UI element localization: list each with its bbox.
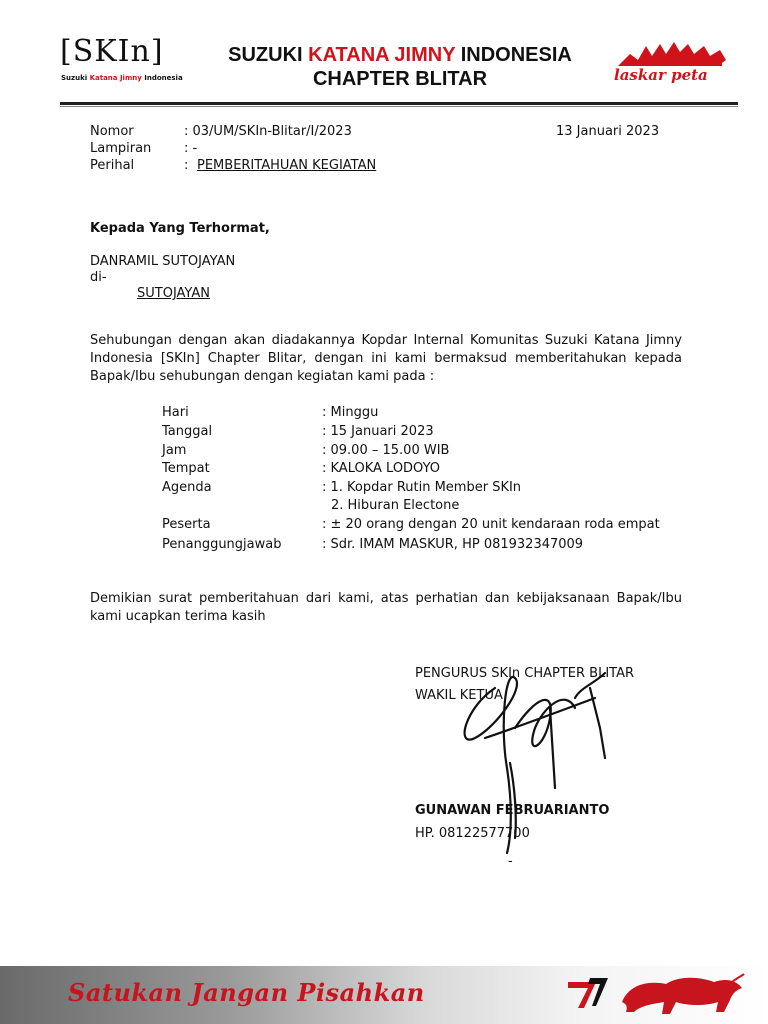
recipient-di: di- (90, 270, 107, 285)
nomor-label: Nomor (90, 124, 134, 139)
recipient-place: SUTOJAYAN (137, 286, 210, 301)
detail-value-jam: : 09.00 – 15.00 WIB (322, 443, 450, 458)
signatory-dash: - (508, 854, 513, 869)
detail-value-penanggungjawab: : Sdr. IMAM MASKUR, HP 081932347009 (322, 537, 584, 552)
org-chapter: CHAPTER BLITAR (312, 68, 488, 90)
footer-slogan: Satukan Jangan Pisahkan (68, 978, 425, 1007)
perihal-colon: : (184, 158, 189, 173)
svg-text:laskar peta: laskar peta (614, 66, 708, 84)
skin-logo-subtitle: Suzuki Katana Jimny Indonesia (61, 74, 183, 82)
detail-label-jam: Jam (162, 443, 187, 458)
footer-bull-icon (618, 972, 746, 1016)
detail-value-agenda-1: : 1. Kopdar Rutin Member SKIn (322, 480, 522, 495)
detail-label-tanggal: Tanggal (162, 424, 213, 439)
footer-emblem-icon (566, 974, 610, 1012)
nomor-value: : 03/UM/SKIn-Blitar/I/2023 (184, 124, 352, 139)
signatory-position: WAKIL KETUA (415, 688, 503, 703)
skin-logo: [SKIn] (60, 34, 164, 69)
laskar-peta-logo (608, 36, 734, 86)
header-rule (60, 102, 738, 105)
detail-label-agenda: Agenda (162, 480, 212, 495)
detail-value-tanggal: : 15 Januari 2023 (322, 424, 434, 439)
perihal-label: Perihal (90, 158, 135, 173)
detail-label-hari: Hari (162, 405, 189, 420)
letter-date: 13 Januari 2023 (556, 124, 660, 139)
body-paragraph-1: Sehubungan dengan akan diadakannya Kopdar Internal Komunitas Suzuki Katana Jimny Indonesia [SKIn] Chapter Blitar, dengan ini kami bermaksud memberitahukan kepada Bapak/Ibu sehubungan dengan kegiatan kami pada : (90, 333, 682, 384)
header-rule-thin (60, 106, 738, 107)
detail-label-penanggungjawab: Penanggungjawab (162, 537, 282, 552)
detail-value-tempat: : KALOKA LODOYO (322, 461, 441, 476)
lampiran-value: : - (184, 141, 198, 156)
lampiran-label: Lampiran (90, 141, 152, 156)
detail-label-peserta: Peserta (162, 517, 211, 532)
perihal-value: PEMBERITAHUAN KEGIATAN (197, 158, 377, 173)
detail-label-tempat: Tempat (162, 461, 210, 476)
detail-value-agenda-2: 2. Hiburan Electone (331, 498, 460, 513)
signatory-name: GUNAWAN FEBRUARIANTO (415, 803, 610, 818)
org-title: SUZUKI KATANA JIMNY INDONESIA (228, 44, 572, 66)
salutation: Kepada Yang Terhormat, (90, 221, 270, 236)
detail-value-peserta: : ± 20 orang dengan 20 unit kendaraan roda empat (322, 517, 660, 532)
body-paragraph-2: Demikian surat pemberitahuan dari kami, atas perhatian dan kebijaksanaan Bapak/Ibu kami ucapkan terima kasih (90, 591, 682, 624)
recipient-name: DANRAMIL SUTOJAYAN (90, 254, 236, 269)
signatory-org: PENGURUS SKIn CHAPTER BLITAR (415, 666, 635, 681)
detail-value-hari: : Minggu (322, 405, 379, 420)
signatory-phone: HP. 08122577700 (415, 826, 530, 841)
